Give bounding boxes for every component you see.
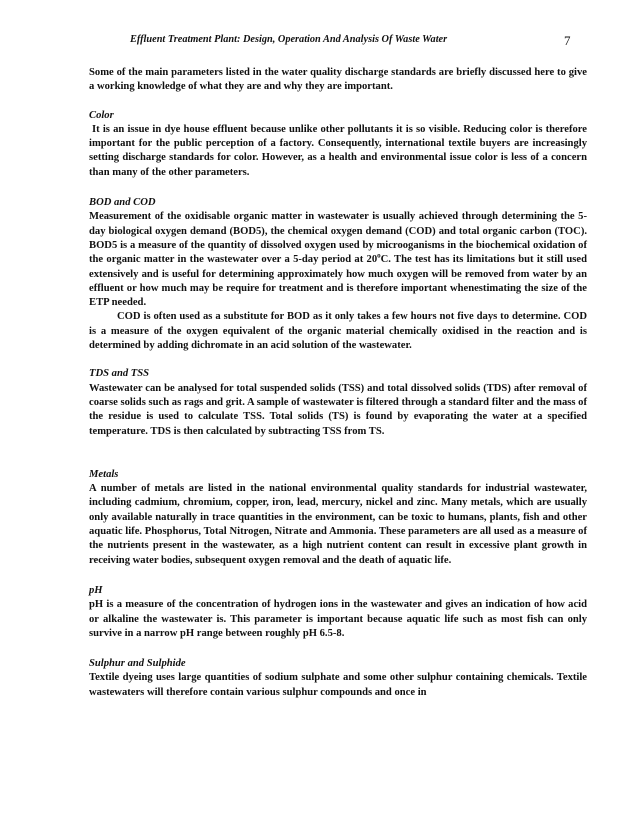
metals-paragraph: A number of metals are listed in the national environmental quality standards for industrial wastewater, including cadmium, chromium, copper, iron, lead, mercury, nickel and zinc. Many metals, which are usually only available naturally in trace quantities in the environment, can be toxic to humans, plants, fish and other aquatic life. Phosphorus, Total Nitrogen, Nitrate and Ammonia. These parameters are all used as a measure of the nutrients present in the wastewater, as a high nutrient content can result in excessive plant growth in receiving water bodies, subsequent oxygen removal and the death of aquatic life.: [89, 483, 587, 566]
section-heading-metals: Metals: [89, 468, 119, 480]
tds-tss-paragraph: Wastewater can be analysed for total suspended solids (TSS) and total dissolved solids (TDS) after removal of coarse solids such as rags and grit. A sample of wastewater is filtered through a standard filter and the mass of the residue is used to calculate TSS. Total solids (TS) is found by evaporating the water at a specified temperature. TDS is then calculated by subtracting TSS from TS.: [89, 382, 587, 437]
page-body: [89, 66, 587, 700]
section-heading-ph: pH: [89, 584, 103, 596]
page-number: 7: [564, 33, 571, 48]
spacer: [89, 568, 587, 584]
running-header-title: Effluent Treatment Plant: Design, Operation And Analysis Of Waste Water: [130, 34, 448, 45]
section-heading-tds-tss: TDS and TSS: [89, 368, 150, 380]
degree-symbol: o: [377, 251, 381, 260]
spacer: [89, 641, 587, 657]
spacer: [89, 95, 587, 109]
spacer: [89, 180, 587, 196]
spacer: [89, 439, 587, 468]
spacer: [89, 353, 587, 367]
section-heading-bod-cod: BOD and COD: [89, 197, 156, 209]
section-heading-color: Color: [89, 109, 114, 121]
ph-paragraph: pH is a measure of the concentration of hydrogen ions in the wastewater and gives an indication of how acid or alkaline the wastewater is. This parameter is important because aquatic life such as most fish can only survive in a narrow pH range between roughly pH 6.5-8.: [89, 599, 587, 639]
bod-cod-paragraph-2: COD is often used as a substitute for BOD as it only takes a few hours not five days to determine. COD is a measure of the oxygen equivalent of the organic material chemically oxidised in the reaction and is determined by adding dichromate in an acid solution of the wastewater.: [89, 311, 587, 352]
intro-paragraph: Some of the main parameters listed in the water quality discharge standards are briefly discussed here to give a working knowledge of what they are and why they are important.: [89, 67, 587, 93]
bod-cod-text-a: Measurement of the oxidisable organic matter in wastewater is usually achieved through determining the 5-day biological oxygen demand (BOD5), the chemical oxygen demand (COD) and total organic carbon (TOC). BOD5 is a measure of the quantity of dissolved oxygen used by microoganisms in the biochemical oxidation of the organic matter in the wastewater over a 5-day period at 20: [89, 211, 587, 266]
page-header: [0, 34, 638, 50]
bod-cod-paragraph-1: [89, 210, 587, 310]
color-paragraph: It is an issue in dye house effluent because unlike other pollutants it is so visible. Reducing color is therefore important for the public perception of a factory. Consequently, international textile buyers are increasingly setting discharge standards for color. However, as a health and environmental issue color is less of a concern than many of the other parameters.: [89, 123, 587, 178]
bod-cod-text-b: C. The test has its limitations but it still used extensively and is useful for determining approximately how much oxygen will be removed from water by an effluent or how much may be require for treatment and is therefore important whenestimating the size of the ETP needed.: [89, 254, 587, 309]
section-heading-sulphur: Sulphur and Sulphide: [89, 658, 186, 670]
sulphur-paragraph: Textile dyeing uses large quantities of sodium sulphate and some other sulphur containing chemicals. Textile wastewaters will therefore contain various sulphur compounds and once in: [89, 672, 587, 698]
